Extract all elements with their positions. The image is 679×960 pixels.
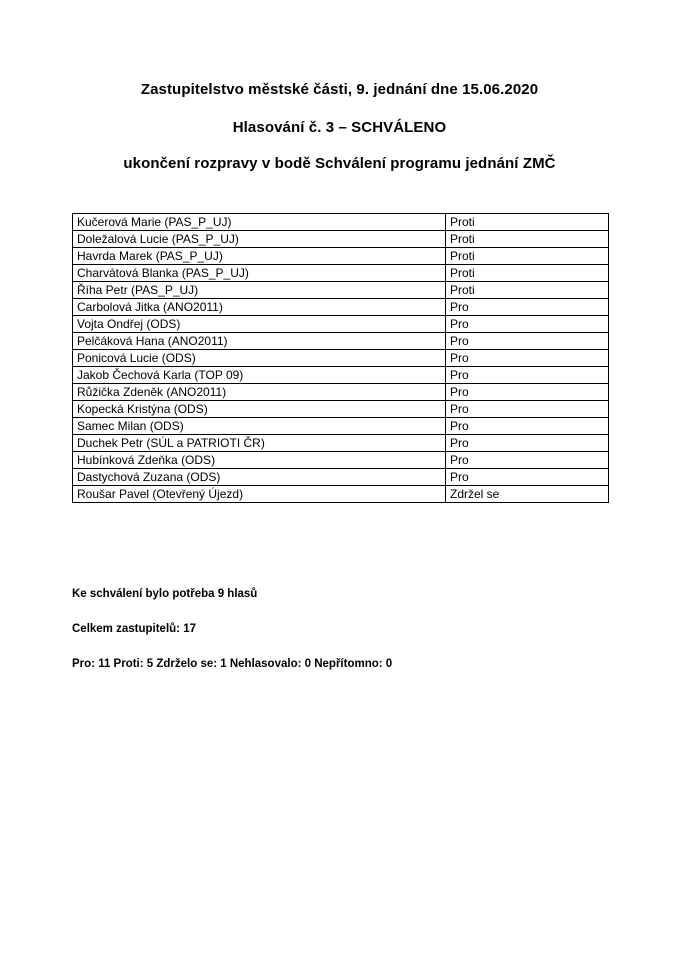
member-name-cell: Charvátová Blanka (PAS_P_UJ) [73, 265, 446, 282]
member-name-cell: Vojta Ondřej (ODS) [73, 316, 446, 333]
member-name-cell: Jakob Čechová Karla (TOP 09) [73, 367, 446, 384]
member-name-cell: Pelčáková Hana (ANO2011) [73, 333, 446, 350]
member-name-cell: Hubínková Zdeňka (ODS) [73, 452, 446, 469]
vote-value-cell: Pro [446, 452, 609, 469]
member-name-cell: Říha Petr (PAS_P_UJ) [73, 282, 446, 299]
table-row [73, 367, 609, 384]
required-votes-text: Ke schválení bylo potřeba 9 hlasů [72, 588, 258, 600]
member-name-cell: Kučerová Marie (PAS_P_UJ) [73, 214, 446, 231]
vote-number-result: Hlasování č. 3 – SCHVÁLENO [232, 119, 447, 136]
table-row [73, 231, 609, 248]
vote-value-cell: Proti [446, 248, 609, 265]
table-row [73, 316, 609, 333]
member-name-cell: Carbolová Jitka (ANO2011) [73, 299, 446, 316]
meeting-title: Zastupitelstvo městské části, 9. jednání dne 15.06.2020 [140, 81, 539, 98]
vote-value-cell: Pro [446, 384, 609, 401]
vote-value-cell: Pro [446, 435, 609, 452]
vote-tally-text: Pro: 11 Proti: 5 Zdrželo se: 1 Nehlasovalo: 0 Nepřítomno: 0 [72, 658, 393, 670]
member-name-cell: Doležalová Lucie (PAS_P_UJ) [73, 231, 446, 248]
table-row [73, 248, 609, 265]
vote-value-cell: Pro [446, 316, 609, 333]
vote-value-cell: Pro [446, 333, 609, 350]
vote-value-cell: Pro [446, 299, 609, 316]
total-members-text: Celkem zastupitelů: 17 [72, 623, 196, 635]
vote-value-cell: Pro [446, 469, 609, 486]
vote-value-cell: Pro [446, 418, 609, 435]
table-row [73, 435, 609, 452]
vote-value-cell: Pro [446, 367, 609, 384]
member-name-cell: Havrda Marek (PAS_P_UJ) [73, 248, 446, 265]
member-name-cell: Samec Milan (ODS) [73, 418, 446, 435]
table-row [73, 401, 609, 418]
vote-value-cell: Zdržel se [446, 486, 609, 503]
vote-value-cell: Proti [446, 265, 609, 282]
vote-value-cell: Pro [446, 350, 609, 367]
table-row [73, 282, 609, 299]
member-name-cell: Roušar Pavel (Otevřený Újezd) [73, 486, 446, 503]
vote-value-cell: Proti [446, 231, 609, 248]
table-row [73, 265, 609, 282]
table-row [73, 486, 609, 503]
table-row [73, 469, 609, 486]
vote-value-cell: Proti [446, 214, 609, 231]
vote-subject: ukončení rozpravy v bodě Schválení programu jednání ZMČ [123, 155, 556, 172]
voting-table [72, 213, 609, 503]
table-row [73, 350, 609, 367]
vote-value-cell: Pro [446, 401, 609, 418]
table-row [73, 384, 609, 401]
table-row [73, 418, 609, 435]
member-name-cell: Ponicová Lucie (ODS) [73, 350, 446, 367]
table-row [73, 333, 609, 350]
vote-value-cell: Proti [446, 282, 609, 299]
member-name-cell: Kopecká Kristýna (ODS) [73, 401, 446, 418]
table-row [73, 214, 609, 231]
member-name-cell: Dastychová Zuzana (ODS) [73, 469, 446, 486]
member-name-cell: Duchek Petr (SÚL a PATRIOTI ČR) [73, 435, 446, 452]
table-row [73, 299, 609, 316]
table-row [73, 452, 609, 469]
voting-table-body [73, 214, 609, 503]
member-name-cell: Růžička Zdeněk (ANO2011) [73, 384, 446, 401]
